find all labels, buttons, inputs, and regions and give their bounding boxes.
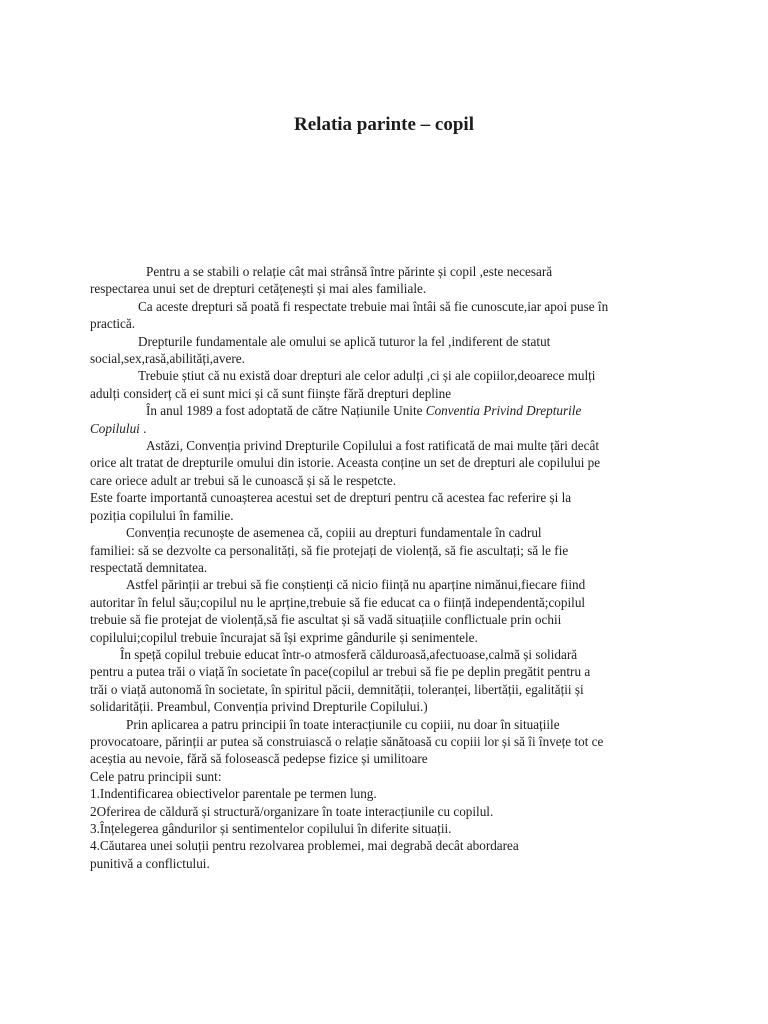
text-line: Este foarte importantă cunoașterea acestui set de drepturi pentru că acestea fac referire și la bbox=[90, 490, 572, 506]
text-line: pentru a putea trăi o viață în societate în pace(copilul ar trebui să fie pe deplin pregătit pentru a bbox=[90, 664, 591, 680]
text-line: care oriece adult ar trebui să le cunoască și să le respetcte. bbox=[90, 472, 397, 488]
document-body bbox=[90, 263, 690, 872]
text-line: Ca aceste drepturi să poată fi respectate trebuie mai întâi să fie cunoscute,iar apoi puse în bbox=[138, 298, 609, 314]
text-line: Pentru a se stabili o relație cât mai strânsă între părinte și copil ,este necesară bbox=[146, 264, 553, 279]
text-line: poziția copilului în familie. bbox=[90, 507, 234, 523]
text-line: autoritar în felul său;copilul nu le aprține,trebuie să fie educat ca o ființă independentă;copilul bbox=[90, 594, 586, 610]
list-item: punitivă a conflictului. bbox=[90, 855, 210, 871]
text-line: Trebuie știut că nu există doar drepturi ale celor adulți ,ci și ale copiilor,deoarece mulți bbox=[138, 368, 596, 384]
text-line: Astăzi, Convenția privind Drepturile Copilului a fost ratificată de mai multe țări decât bbox=[146, 438, 599, 454]
text-line: În speță copilul trebuie educat într-o atmosferă călduroasă,afectuoase,calmă și solidară bbox=[120, 646, 578, 662]
text-line bbox=[90, 420, 690, 437]
text-line: Prin aplicarea a patru principii în toate interacțiunile cu copiii, nu doar în situațiile bbox=[126, 716, 560, 732]
convention-title: Conventia Privind Drepturile bbox=[425, 403, 582, 419]
text-line: trăi o viață autonomă în societate, în spiritul păcii, demnității, toleranței, libertății, egalității și bbox=[90, 681, 584, 697]
text-line: social,sex,rasă,abilități,avere. bbox=[90, 351, 245, 367]
text-line: practică. bbox=[90, 316, 136, 332]
text-line: solidarității. Preambul, Convenția privind Drepturile Copilului.) bbox=[90, 699, 428, 715]
text-line: Drepturile fundamentale ale omului se aplică tuturor la fel ,indiferent de statut bbox=[138, 333, 551, 349]
text-line: copilului;copilul trebuie încurajat să își exprime gândurile și senimentele. bbox=[90, 629, 478, 645]
text-line bbox=[90, 402, 690, 419]
text-line: trebuie să fie protejat de violență,să fie ascultat și să vadă situațiile conflictuale prin ochii bbox=[90, 612, 562, 628]
text-line: provocatoare, părinții ar putea să construiască o relație sănătoasă cu copiii lor și să îi învețe tot ce bbox=[90, 733, 604, 749]
text-line: respectată demnitatea. bbox=[90, 559, 208, 575]
text-line: orice alt tratat de drepturile omului din istorie. Aceasta conține un set de drepturi ale copilului pe bbox=[90, 455, 601, 471]
text-line: aceștia au nevoie, fără să folosească pedepse fizice și umilitoare bbox=[90, 751, 428, 767]
list-item: 4.Căutarea unei soluții pentru rezolvarea problemei, mai degrabă decât abordarea bbox=[90, 838, 519, 854]
document-title: Relatia parinte – copil bbox=[294, 114, 474, 135]
text-line: respectarea unui set de drepturi cetățenești și mai ales familiale. bbox=[90, 281, 427, 297]
list-item: 1.Indentificarea obiectivelor parentale pe termen lung. bbox=[90, 786, 377, 802]
text-line: adulți considerț că ei sunt mici și că sunt fiinște fără drepturi depline bbox=[90, 385, 452, 401]
list-item: 2Oferirea de căldură și structură/organizare în toate interacțiunile cu copilul. bbox=[90, 803, 494, 819]
list-item: 3.Înțelegerea gândurilor și sentimentelor copilului în diferite situații. bbox=[90, 821, 452, 836]
text-line: Astfel părinții ar trebui să fie conștienți că nicio ființă nu aparține nimănui,fiecare fiind bbox=[126, 577, 586, 593]
text-segment: În anul 1989 a fost adoptată de către Națiunile Unite bbox=[146, 403, 426, 419]
convention-title-cont: Copilului bbox=[90, 420, 140, 436]
text-segment: . bbox=[139, 420, 147, 436]
text-line: Convenția recunoște de asemenea că, copiii au drepturi fundamentale în cadrul bbox=[126, 525, 542, 541]
text-line: Cele patru principii sunt: bbox=[90, 768, 222, 784]
text-line: familiei: să se dezvolte ca personalități, să fie protejați de violență, să fie ascultați; să le fie bbox=[90, 542, 569, 558]
